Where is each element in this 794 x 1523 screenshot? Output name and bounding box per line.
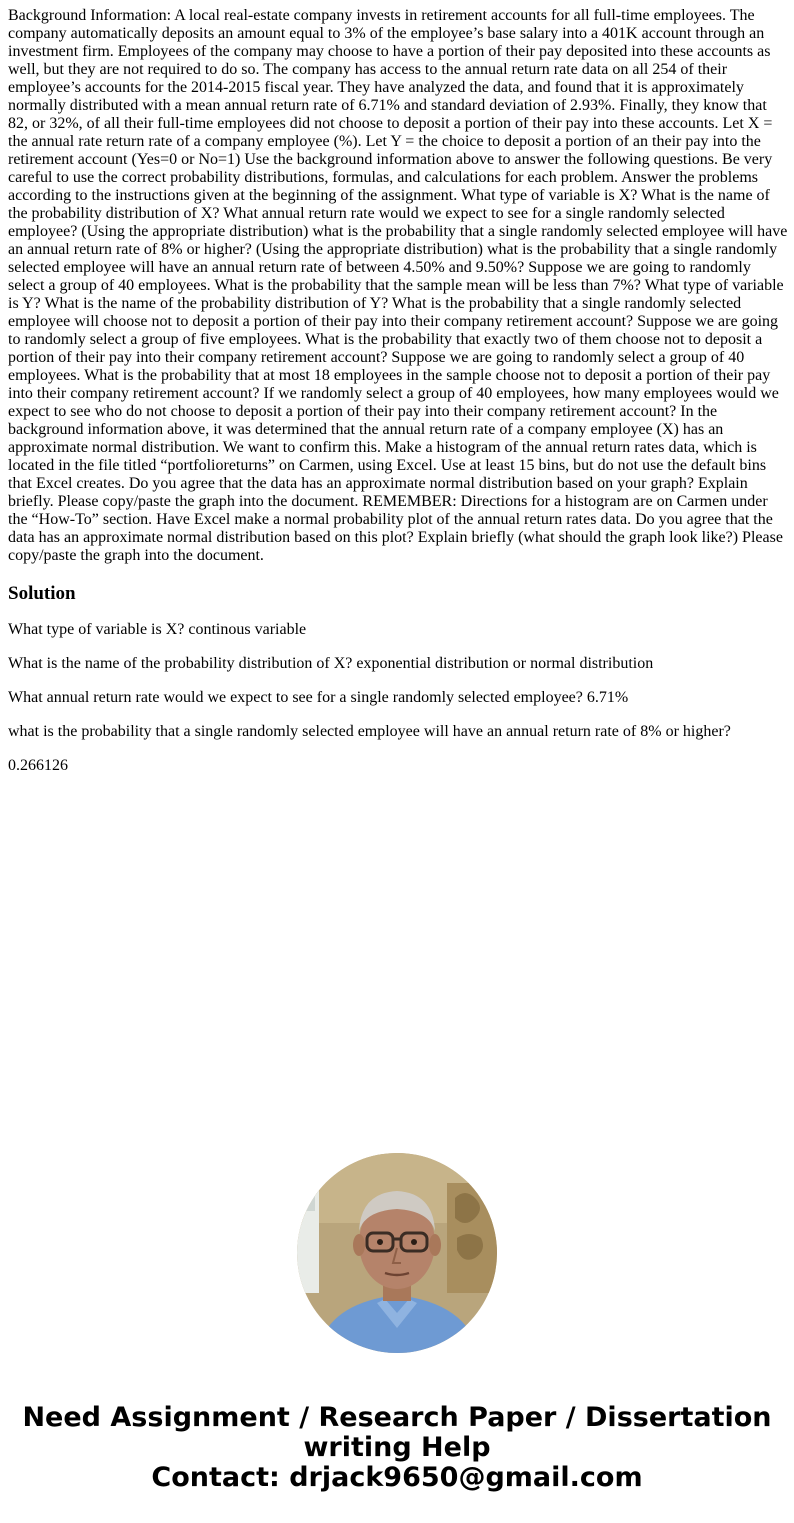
answer-variable-type: What type of variable is X? continous variable [8,621,307,638]
footer-line-2: writing Help [303,1432,491,1463]
answer-distribution-name: What is the name of the probability distribution of X? exponential distribution or normal distribution [8,655,654,672]
document-body [8,7,788,775]
question-text: Background Information: A local real-estate company invests in retirement accounts for all full-time employees. The company automatically deposits an amount equal to 3% of the employee’s base salary into a 401K account through an investment firm. Employees of the company may choose to have a portion of their pay deposited into these accounts as well, but they are not required to do so. The company has access to the annual return rate data on all 254 of their employee’s accounts for the 2014-2015 fiscal year. They have analyzed the data, and found that it is approximately normally distributed with a mean annual return rate of 6.71% and standard deviation of 2.93%. Finally, they know that 82, or 32%, of all their full-time employees did not choose to deposit a portion of their pay into these accounts. Let X = the annual rate return rate of a company employee (%). Let Y = the choice to deposit a portion of an their pay into the retirement account (Yes=0 or No=1) Use the background information above to answer the following questions. Be very careful to use the correct probability distributions, formulas, and calculations for each problem. Answer the problems according to the instructions given at the beginning of the assignment. What type of variable is X? What is the name of the probability distribution of X? What annual return rate would we expect to see for a single randomly selected employee? (Using the appropriate distribution) what is the probability that a single randomly selected employee will have an annual return rate of 8% or higher? (Using the appropriate distribution) what is the probability that a single randomly selected employee will have an annual return rate of between 4.50% and 9.50%? Suppose we are going to randomly select a group of 40 employees. What is the probability that the sample mean will be less than 7%? What type of variable is Y? What is the name of the probability distribution of Y? What is the probability that a single randomly selected employee will choose not to deposit a portion of their pay into their company retirement account? Suppose we are going to randomly select a group of five employees. What is the probability that exactly two of them choose not to deposit a portion of their pay into their company retirement account? Suppose we are going to randomly select a group of 40 employees. What is the probability that at most 18 employees in the sample choose not to deposit a portion of their pay into their company retirement account? If we randomly select a group of 40 employees, how many employees would we expect to see who do not choose to deposit a portion of their pay into their company retirement account? In the background information above, it was determined that the annual return rate of a company employee (X) has an approximate normal distribution. We want to confirm this. Make a histogram of the annual return rates data, which is located in the file titled “portfolioreturns” on Carmen, using Excel. Use at least 15 bins, but do not use the default bins that Excel creates. Do you agree that the data has an approximate normal distribution based on your graph? Explain briefly. Please copy/paste the graph into the document. REMEMBER: Directions for a histogram are on Carmen under the “How-To” section. Have Excel make a normal probability plot of the annual return rates data. Do you agree that the data has an approximate normal distribution based on this plot? Explain briefly (what should the graph look like?) Please copy/paste the graph into the document. [8,7,788,564]
avatar [297,1153,497,1353]
person-photo-icon [297,1153,497,1353]
answer-expected-rate: What annual return rate would we expect to see for a single randomly selected employee? 6.71% [8,689,629,706]
answer-probability-question: what is the probability that a single randomly selected employee will have an annual return rate of 8% or higher? [8,723,731,740]
footer-banner [0,1403,794,1493]
answer-probability-value: 0.266126 [8,757,68,774]
footer-line-1: Need Assignment / Research Paper / Dissertation [22,1402,772,1433]
footer-contact: Contact: drjack9650@gmail.com [151,1462,643,1493]
solution-heading: Solution [8,583,76,604]
